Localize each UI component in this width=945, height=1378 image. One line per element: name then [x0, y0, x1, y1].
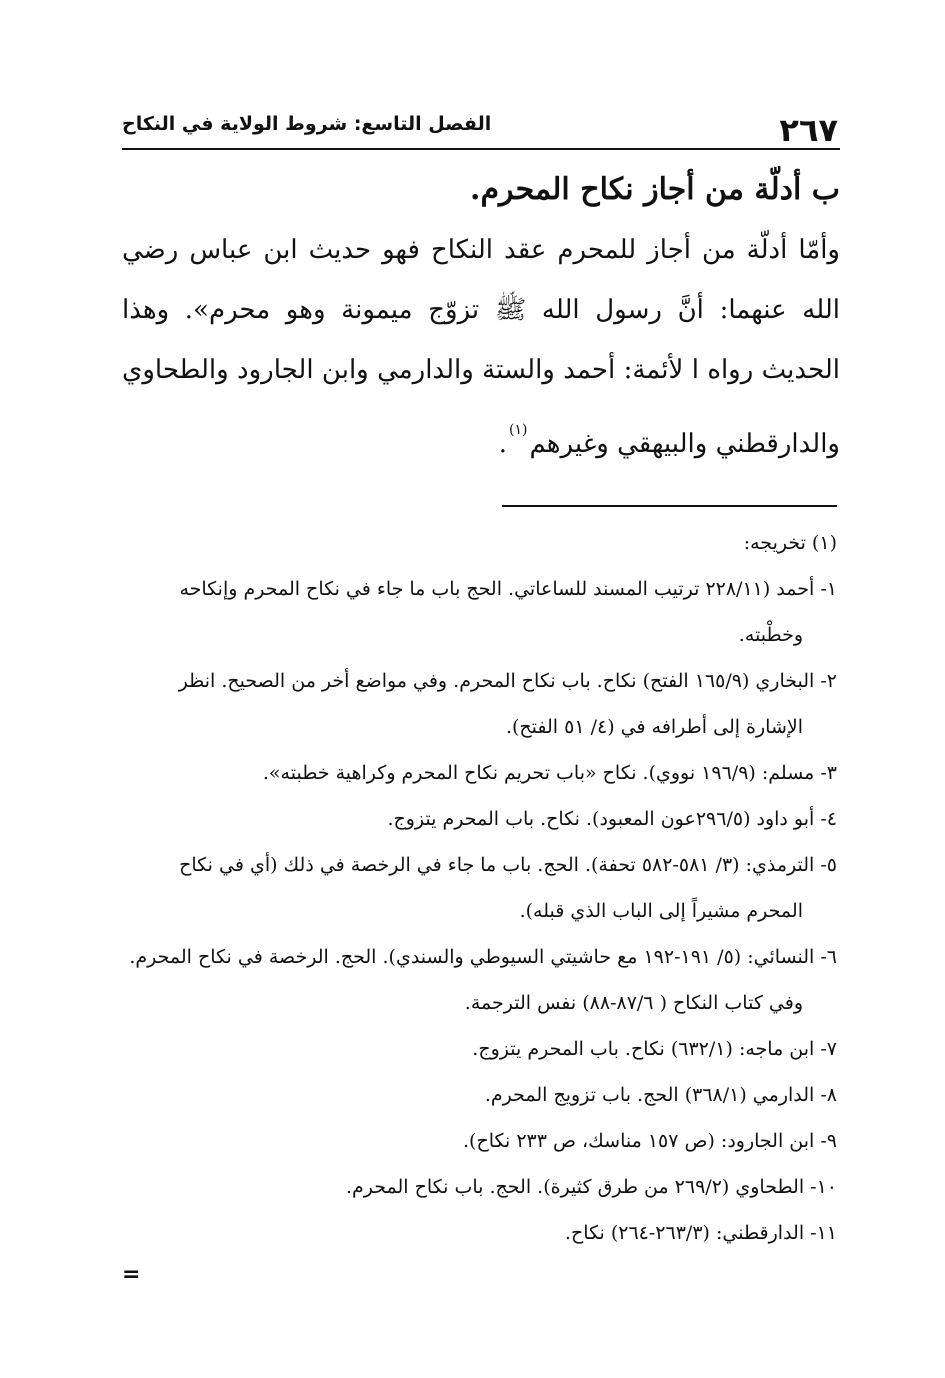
footnote-item: ٥- الترمذي: (٣/ ٥٨١-٥٨٢ تحفة). الحج. باب ما جاء في الرخصة في ذلك (أي في نكاح المحرم مشيراً إلى الباب الذي قبله).: [179, 854, 837, 922]
footnote-item: ٧- ابن ماجه: (٦٣٢/١) نكاح. باب المحرم يتزوج.: [472, 1038, 837, 1060]
footnote-item: ٤- أبو داود (٢٩٦/٥عون المعبود). نكاح. باب المحرم يتزوج.: [387, 808, 837, 830]
paragraph-text: وأمّا أدلّة من أجاز للمحرم عقد النكاح فهو حديث ابن عباس رضي الله عنهما: أنَّ رسول الله ﷺ تزوّج ميمونة وهو محرم». وهذا الحديث رواه ا لأئمة: أحمد والستة والدارمي وابن الجارود والطحاوي والدارقطني والبيهقي وغيرهم: [122, 235, 840, 459]
footnotes: [125, 520, 837, 1256]
body-paragraph: [122, 220, 840, 474]
page-number: ٢٦٧: [779, 111, 838, 149]
paragraph-end: .: [498, 429, 508, 459]
continuation-mark: =: [122, 1262, 141, 1287]
footnote-reference[interactable]: (١): [509, 422, 528, 438]
footnote-item: ١- أحمد (٢٢٨/١١ ترتيب المسند للساعاتي. الحج باب ما جاء في نكاح المحرم وإنكاحه وخطْبته.: [179, 578, 837, 646]
footnote-item: ٨- الدارمي (٣٦٨/١) الحج. باب تزويج المحرم.: [484, 1084, 837, 1106]
footnote-item: ٣- مسلم: (١٩٦/٩ نووي). نكاح «باب تحريم نكاح المحرم وكراهية خطبته».: [262, 762, 837, 784]
section-heading: ب أدلّة من أجاز نكاح المحرم.: [470, 172, 840, 207]
footnote-item: ٩- ابن الجارود: (ص ١٥٧ مناسك، ص ٢٣٣ نكاح).: [463, 1130, 837, 1152]
footnote-list: [125, 566, 837, 1256]
running-title: الفصل التاسع: شروط الولاية في النكاح: [122, 113, 492, 135]
footnote-item: ١٠- الطحاوي (٢٦٩/٢ من طرق كثيرة). الحج. باب نكاح المحرم.: [345, 1176, 837, 1198]
footnote-title: (١) تخريجه:: [743, 532, 837, 554]
footnote-separator: [502, 505, 837, 507]
page-header: [122, 104, 840, 150]
footnote-item: ٢- البخاري (١٦٥/٩ الفتح) نكاح. باب نكاح المحرم. وفي مواضع أخر من الصحيح. انظر الإشارة إلى أطرافه في (٤/ ٥١ الفتح).: [178, 670, 837, 738]
footnote-item: ٦- النسائي: (٥/ ١٩١-١٩٢ مع حاشيتي السيوطي والسندي). الحج. الرخصة في نكاح المحرم. وفي كتاب النكاح ( ٨٧/٦-٨٨) نفس الترجمة.: [129, 946, 837, 1014]
footnote-item: ١١- الدارقطني: (٢٦٣/٣-٢٦٤) نكاح.: [564, 1222, 837, 1244]
